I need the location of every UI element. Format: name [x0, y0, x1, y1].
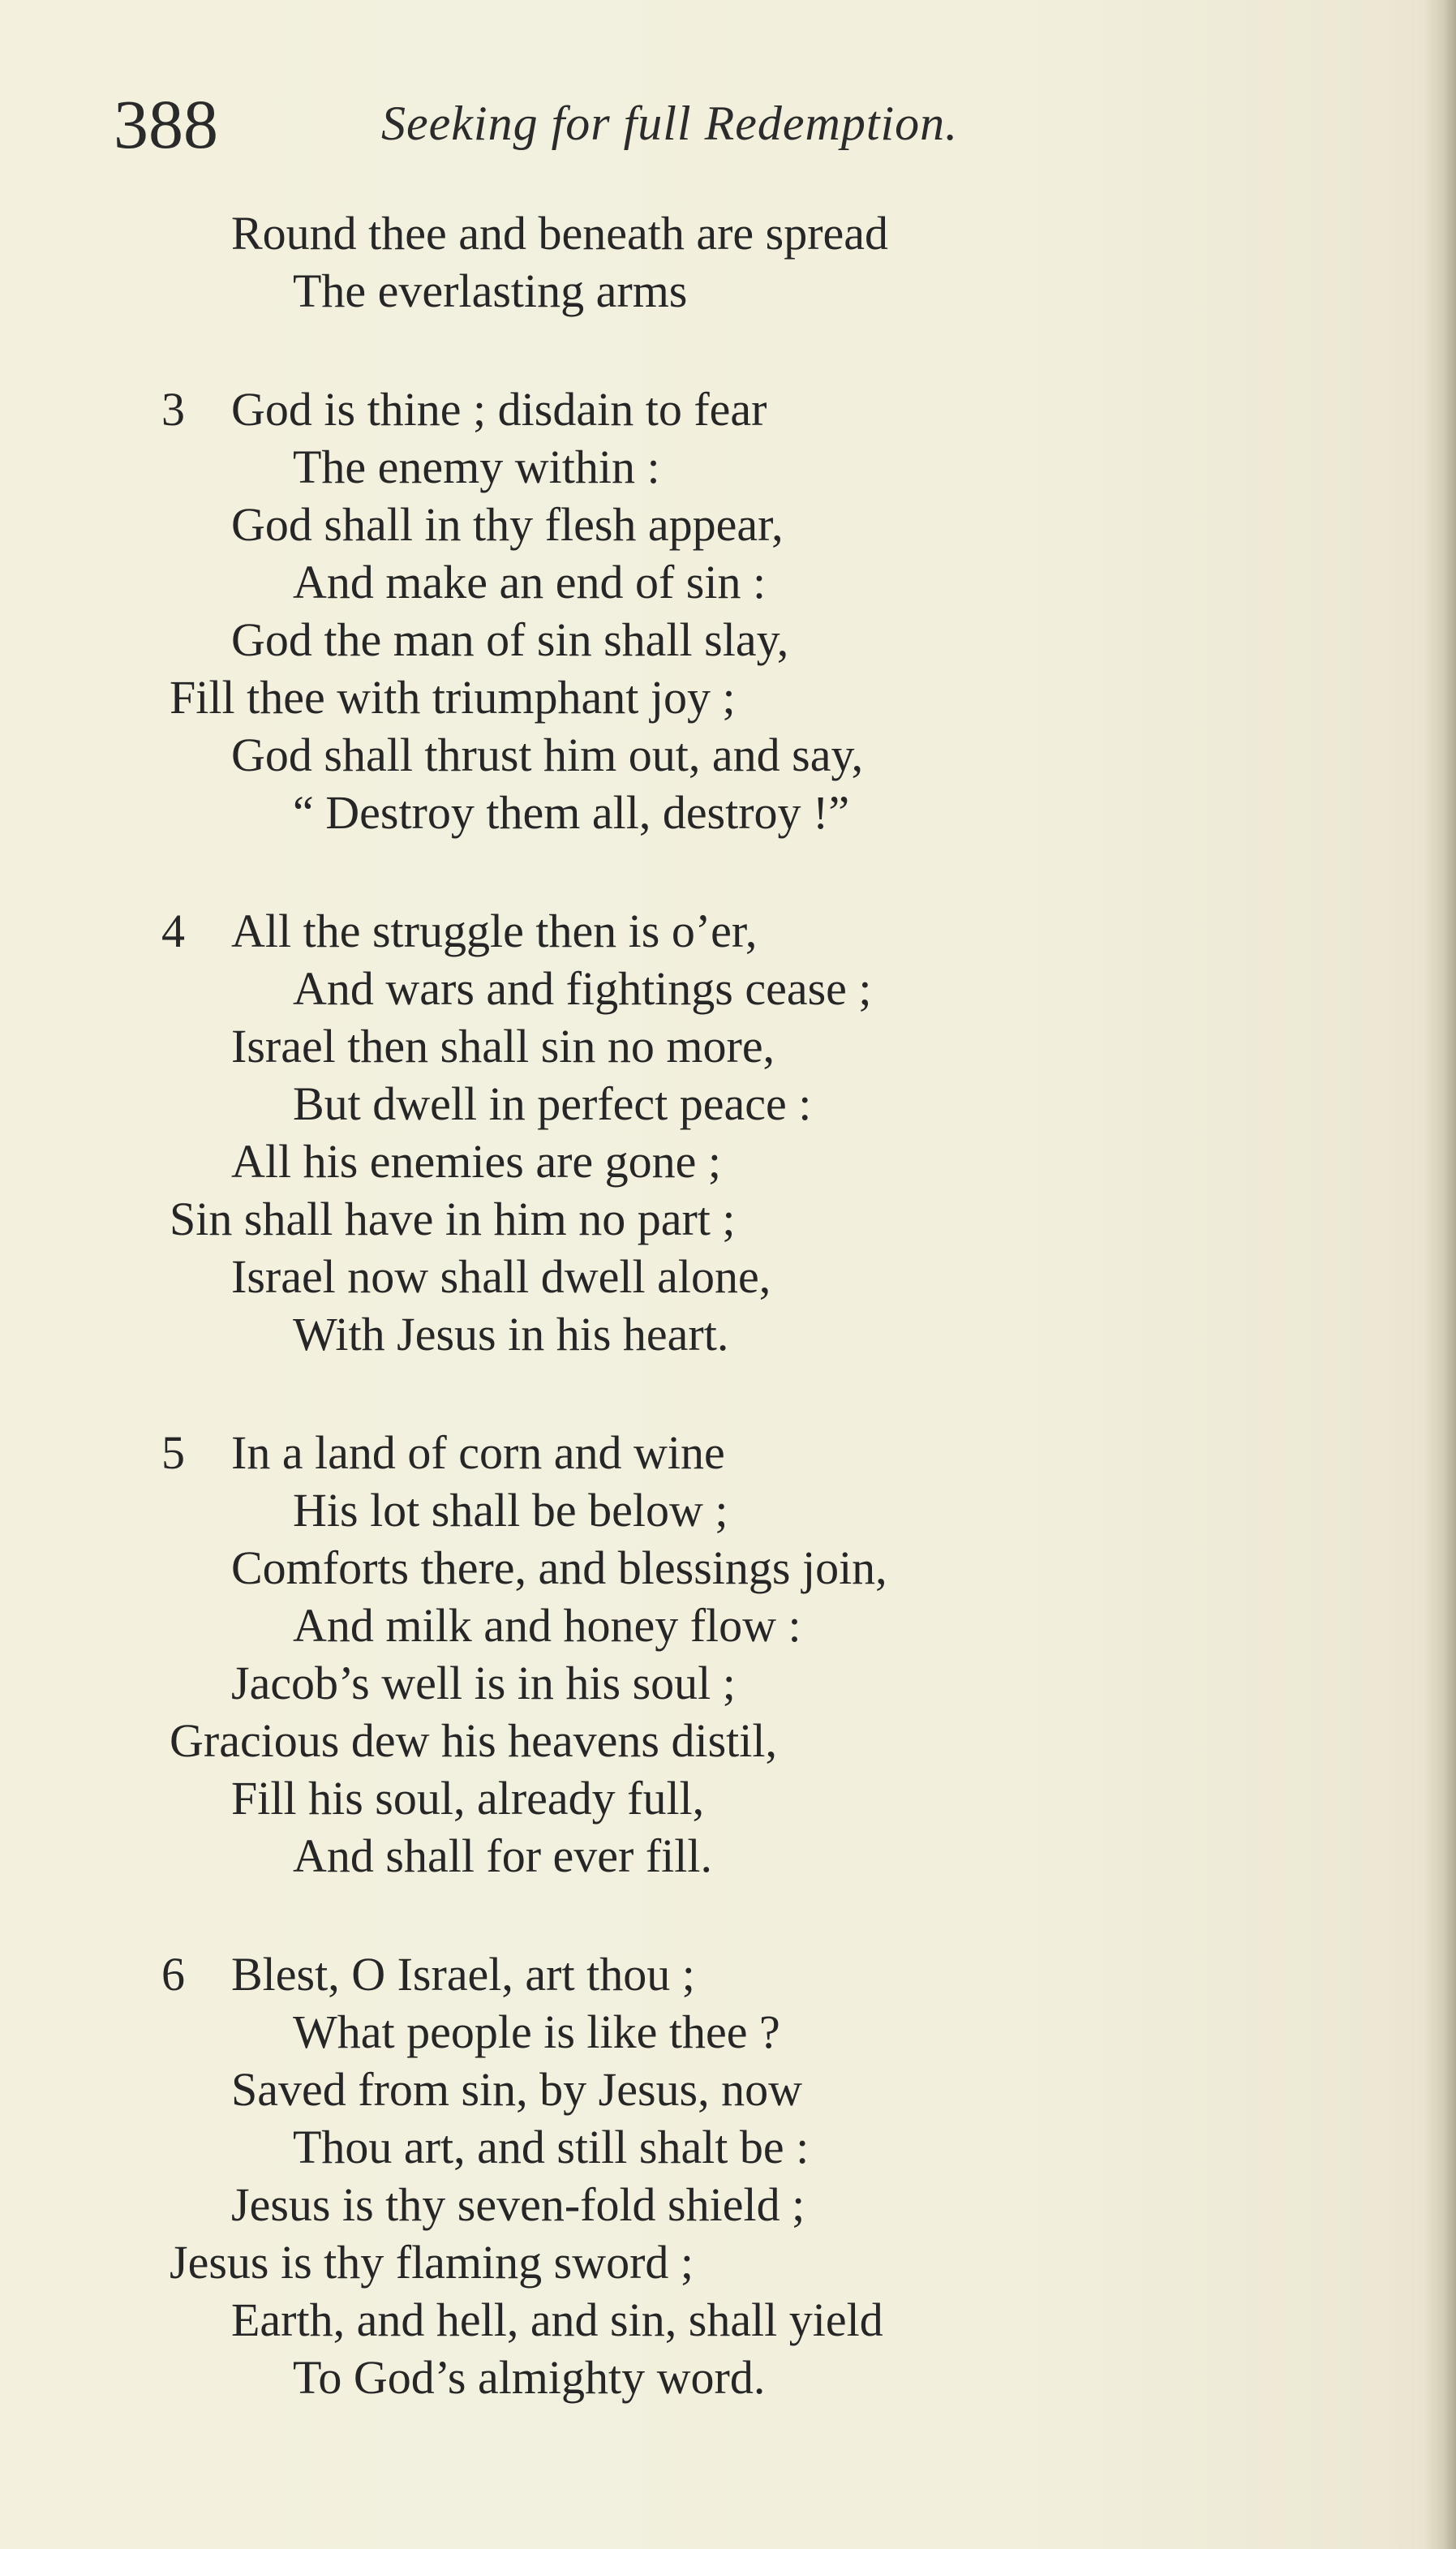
verse-line-text: All the struggle then is o’er,	[231, 905, 758, 957]
verse-line: Sin shall have in him no part ;	[170, 1193, 736, 1245]
verse-line: And wars and fightings cease ;	[293, 962, 872, 1015]
verse-line: Earth, and hell, and sin, shall yield	[231, 2293, 883, 2346]
hymn-text	[161, 204, 1205, 2406]
verse-line: God shall in thy flesh appear,	[231, 498, 784, 551]
stanza-number: 5	[161, 1426, 185, 1479]
verse-line	[161, 380, 1205, 438]
verse-line: Fill thee with triumphant joy ;	[170, 671, 736, 724]
verse-line: “ Destroy them all, destroy !”	[293, 786, 850, 839]
verse-line: And milk and honey flow :	[293, 1599, 801, 1652]
stanza-5	[161, 1424, 1205, 1885]
page-number: 388	[114, 85, 218, 163]
verse-line: Gracious dew his heavens distil,	[170, 1714, 778, 1767]
stanza-number: 6	[161, 1948, 185, 2001]
verse-line: Saved from sin, by Jesus, now	[231, 2063, 803, 2116]
verse-line: But dwell in perfect peace :	[293, 1077, 812, 1130]
verse-line	[161, 1424, 1205, 1481]
verse-line: Israel then shall sin no more,	[231, 1020, 775, 1072]
verse-line: Round thee and beneath are spread	[231, 207, 889, 260]
verse-line: Israel now shall dwell alone,	[231, 1250, 771, 1303]
verse-line: The enemy within :	[293, 441, 660, 493]
running-title: Seeking for full Redemption.	[381, 97, 959, 150]
verse-line: Fill his soul, already full,	[231, 1772, 705, 1825]
stanza-number: 4	[161, 905, 185, 957]
page-header	[114, 85, 1330, 178]
stanza-continuation	[231, 204, 1205, 320]
verse-line: God the man of sin shall slay,	[231, 613, 789, 666]
verse-line: With Jesus in his heart.	[293, 1308, 729, 1360]
verse-line	[161, 1945, 1205, 2003]
verse-line: Jesus is thy seven-fold shield ;	[231, 2178, 805, 2231]
verse-line: Comforts there, and blessings join,	[231, 1541, 887, 1594]
verse-line-text: God is thine ; disdain to fear	[231, 383, 767, 436]
verse-line: God shall thrust him out, and say,	[231, 729, 864, 781]
verse-line: His lot shall be below ;	[293, 1484, 728, 1537]
verse-line: And shall for ever fill.	[293, 1829, 713, 1882]
page-gutter-shadow	[1424, 0, 1456, 2549]
verse-line: Jacob’s well is in his soul ;	[231, 1657, 736, 1709]
verse-line: To God’s almighty word.	[293, 2351, 766, 2404]
verse-line-text: Blest, O Israel, art thou ;	[231, 1948, 695, 2001]
verse-line: The everlasting arms	[293, 264, 688, 317]
stanza-number: 3	[161, 383, 185, 436]
verse-line: What people is like thee ?	[293, 2005, 780, 2058]
stanza-3	[161, 380, 1205, 841]
verse-line	[161, 902, 1205, 960]
stanza-6	[161, 1945, 1205, 2406]
verse-line: Jesus is thy flaming sword ;	[170, 2236, 694, 2289]
stanza-4	[161, 902, 1205, 1363]
verse-line-text: In a land of corn and wine	[231, 1426, 725, 1479]
verse-line: And make an end of sin :	[293, 556, 767, 608]
verse-line: All his enemies are gone ;	[231, 1135, 721, 1188]
verse-line: Thou art, and still shalt be :	[293, 2121, 810, 2173]
